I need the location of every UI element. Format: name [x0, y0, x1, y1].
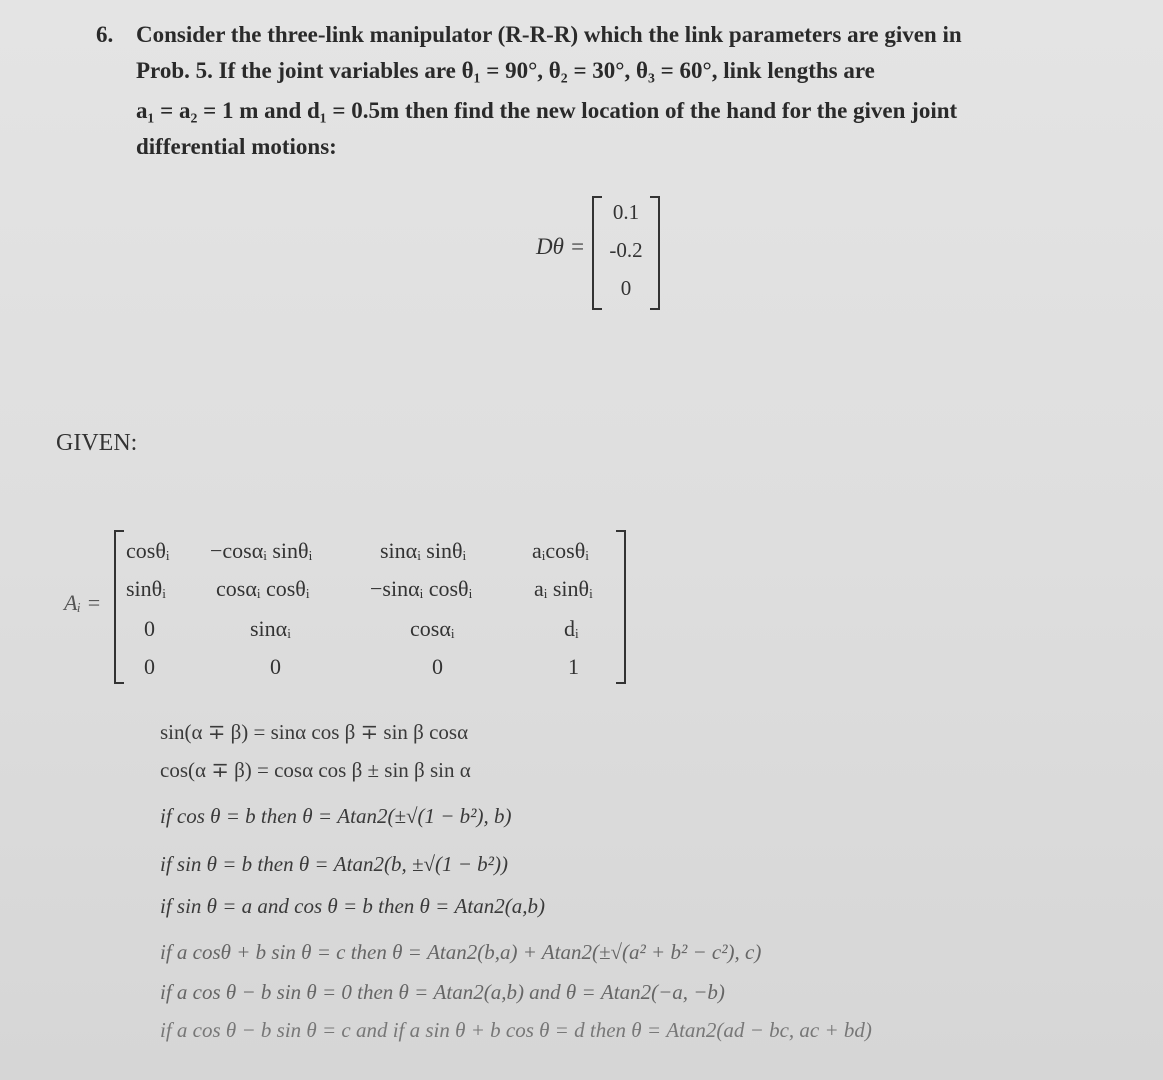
problem-number: 6. — [96, 22, 114, 47]
identity-line: if cos θ = b then θ = Atan2(±√(1 − b²), b) — [160, 804, 512, 828]
matrix-cell: cosαᵢ cosθᵢ — [216, 576, 310, 601]
matrix-cell: 0 — [270, 654, 281, 679]
a-matrix-label: Aᵢ = — [64, 590, 102, 615]
matrix-cell: cosαᵢ — [410, 616, 455, 641]
a-matrix — [60, 530, 640, 682]
problem-line-2: Prob. 5. If the joint variables are θ₁ = 90°, θ₂ = 30°, θ₃ = 60°, link lengths are — [136, 58, 875, 83]
matrix-cell: sinαᵢ — [250, 616, 291, 641]
matrix-cell: 0 — [144, 616, 155, 641]
identity-line: if sin θ = a and cos θ = b then θ = Atan2(a,b) — [160, 894, 545, 918]
matrix-cell: dᵢ — [564, 616, 579, 641]
matrix-cell: aᵢ sinθᵢ — [534, 576, 593, 601]
right-bracket — [650, 196, 660, 310]
matrix-cell: −sinαᵢ cosθᵢ — [370, 576, 473, 601]
identity-line: if a cos θ − b sin θ = c and if a sin θ + b cos θ = d then θ = Atan2(ad − bc, ac + bd) — [160, 1018, 872, 1042]
d-theta-value-3: 0 — [620, 276, 632, 300]
matrix-cell: 0 — [432, 654, 443, 679]
identity-line: cos(α ∓ β) = cosα cos β ± sin β sin α — [160, 758, 471, 782]
identity-line: if sin θ = b then θ = Atan2(b, ±√(1 − b²)) — [160, 852, 508, 876]
left-bracket — [114, 530, 124, 684]
problem-line-1: Consider the three-link manipulator (R-R-R) which the link parameters are given in — [136, 22, 962, 47]
problem-line-3: a₁ = a₂ = 1 m and d₁ = 0.5m then find the new location of the hand for the given joint — [136, 98, 958, 123]
matrix-cell: aᵢcosθᵢ — [532, 538, 589, 563]
matrix-cell: cosθᵢ — [126, 538, 170, 563]
matrix-cell: −cosαᵢ sinθᵢ — [210, 538, 313, 563]
matrix-cell: sinαᵢ sinθᵢ — [380, 538, 467, 563]
problem-line-4: differential motions: — [136, 134, 337, 159]
matrix-cell: 1 — [568, 654, 579, 679]
d-theta-label: Dθ = — [536, 234, 586, 259]
identity-line: sin(α ∓ β) = sinα cos β ∓ sin β cosα — [160, 720, 469, 744]
d-theta-vector — [532, 196, 672, 306]
matrix-cell: 0 — [144, 654, 155, 679]
d-theta-value-1: 0.1 — [612, 200, 640, 224]
identity-line: if a cosθ + b sin θ = c then θ = Atan2(b,a) + Atan2(±√(a² + b² − c²), c) — [160, 940, 762, 964]
d-theta-value-2: -0.2 — [609, 238, 643, 262]
right-bracket — [616, 530, 626, 684]
identity-line: if a cos θ − b sin θ = 0 then θ = Atan2(a,b) and θ = Atan2(−a, −b) — [160, 980, 725, 1004]
given-heading: GIVEN: — [56, 430, 138, 456]
matrix-cell: sinθᵢ — [126, 576, 166, 601]
